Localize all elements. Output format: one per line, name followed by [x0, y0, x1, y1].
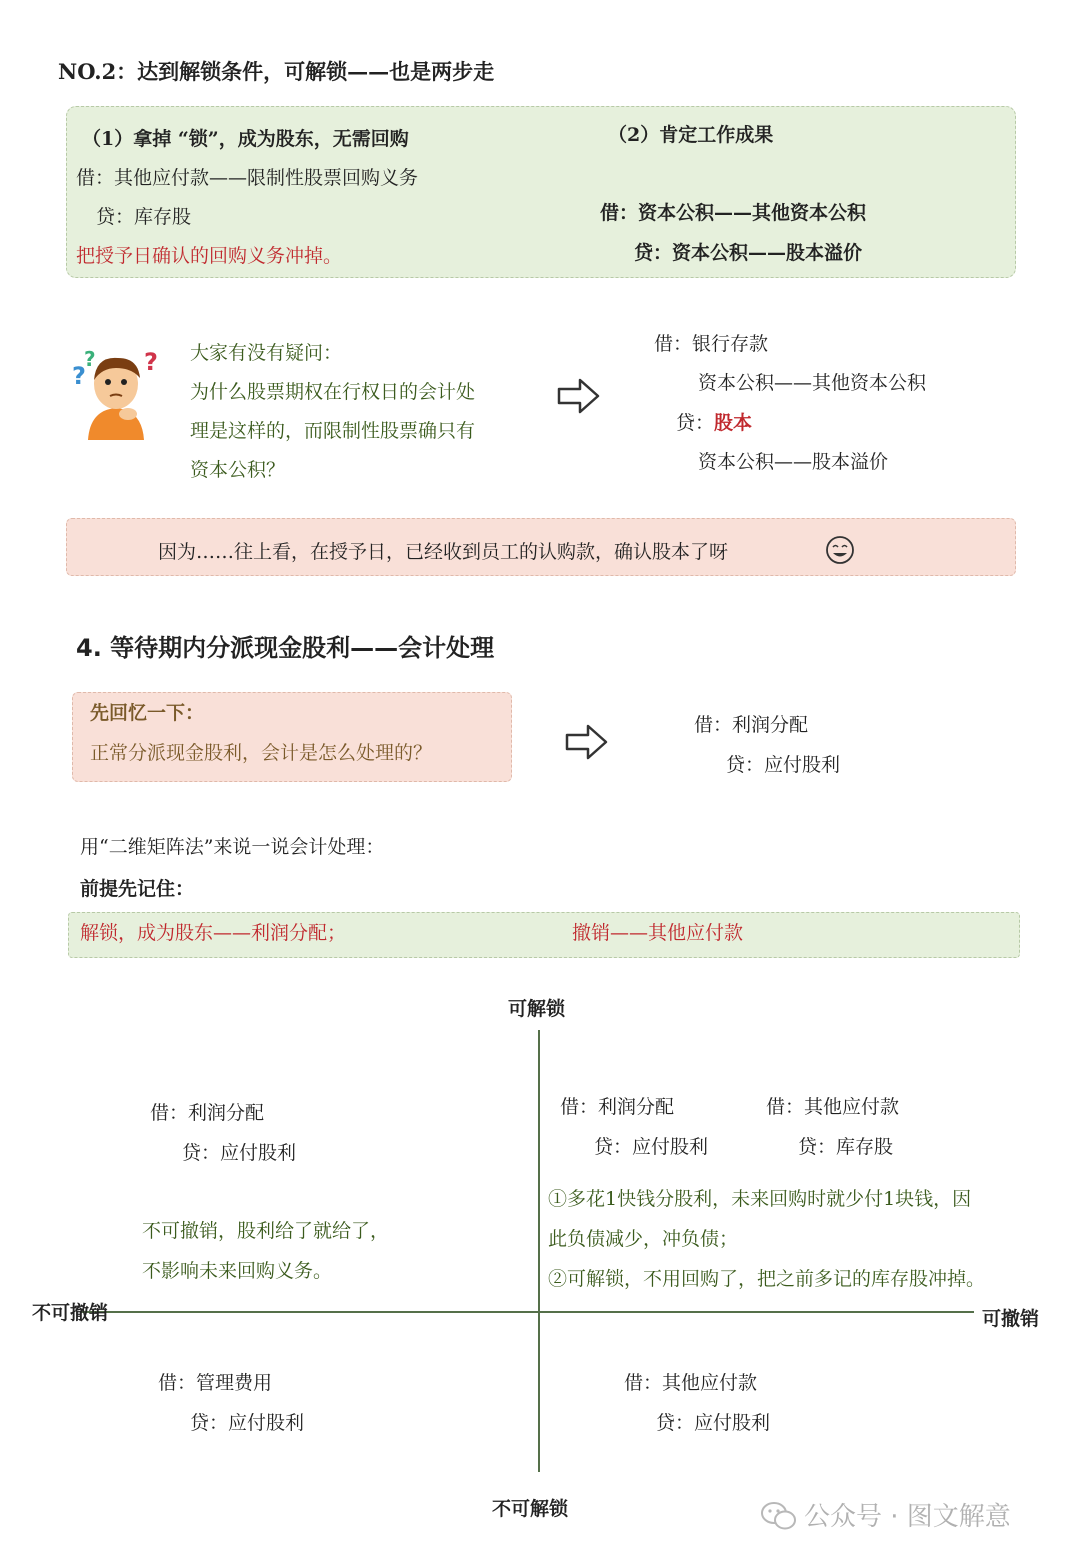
- step1-debit: 借：其他应付款——限制性股票回购义务: [76, 167, 419, 189]
- tr-note1: ①多花1快钱分股利，未来回购时就少付1块钱，因: [548, 1188, 972, 1210]
- recall-title: 先回忆一下：: [90, 702, 205, 724]
- question-line4: 资本公积？: [190, 459, 286, 481]
- step2-debit: 借：资本公积——其他资本公积: [600, 202, 867, 224]
- svg-text:?: ?: [144, 348, 158, 376]
- tr-note3: ②可解锁，不用回购了，把之前多记的库存股冲掉。: [548, 1268, 986, 1290]
- watermark-text: 公众号 · 图文解意: [804, 1502, 1011, 1532]
- wechat-icon: [760, 1500, 798, 1532]
- axis-top-label: 可解锁: [508, 998, 566, 1020]
- exercise-entry-credit2: 资本公积——股本溢价: [698, 451, 889, 473]
- exercise-entry-credit: [676, 410, 752, 437]
- method-line: 用“二维矩阵法”来说一说会计处理：: [80, 836, 385, 858]
- axis-left-label: 不可撤销: [32, 1302, 109, 1324]
- premise-right: 撤销——其他应付款: [572, 922, 744, 944]
- step1-title: （1）拿掉 “锁”，成为股东，无需回购: [82, 128, 409, 150]
- smile-icon: [824, 534, 856, 566]
- bl-debit: 借：管理费用: [158, 1372, 273, 1394]
- tl-debit: 借：利润分配: [150, 1102, 265, 1124]
- section-no2-title: NO.2：达到解锁条件，可解锁——也是两步走: [58, 59, 495, 84]
- exercise-entry-debit2: 资本公积——其他资本公积: [698, 372, 927, 394]
- question-line2: 为什么股票期权在行权日的会计处: [190, 381, 476, 403]
- svg-text:?: ?: [72, 362, 86, 390]
- recall-credit: 贷：应付股利: [726, 754, 841, 776]
- tr-credit2: 贷：库存股: [798, 1136, 894, 1158]
- br-debit: 借：其他应付款: [624, 1372, 758, 1394]
- tr-debit2: 借：其他应付款: [766, 1096, 900, 1118]
- question-line1: 大家有没有疑问：: [190, 342, 343, 364]
- tr-credit1: 贷：应付股利: [594, 1136, 709, 1158]
- answer-text: 因为……往上看，在授予日，已经收到员工的认购款，确认股本了呀: [158, 541, 729, 563]
- section4-title: 4. 等待期内分派现金股利——会计处理: [76, 634, 495, 662]
- matrix-vertical-axis: [538, 1030, 540, 1472]
- tl-note2: 不影响未来回购义务。: [142, 1260, 333, 1282]
- axis-bottom-label: 不可解锁: [492, 1498, 569, 1520]
- recall-debit: 借：利润分配: [694, 714, 809, 736]
- step1-credit: 贷：库存股: [96, 206, 192, 228]
- matrix-horizontal-axis: [80, 1311, 974, 1313]
- premise-left: 解锁，成为股东——利润分配；: [80, 922, 347, 944]
- confused-person-icon: [66, 340, 166, 440]
- right-arrow-icon: [556, 376, 602, 416]
- credit-prefix: 贷：: [676, 412, 715, 434]
- step2-title: （2）肯定工作成果: [608, 124, 774, 146]
- step2-credit: 贷：资本公积——股本溢价: [634, 242, 863, 264]
- right-arrow-icon: [564, 722, 610, 762]
- tr-note2: 此负债减少，冲负债；: [548, 1228, 739, 1250]
- tl-credit: 贷：应付股利: [182, 1142, 297, 1164]
- question-line3: 理是这样的，而限制性股票确只有: [190, 420, 476, 442]
- tl-note1: 不可撤销，股利给了就给了，: [142, 1220, 390, 1242]
- bl-credit: 贷：应付股利: [190, 1412, 305, 1434]
- svg-text:?: ?: [84, 347, 96, 371]
- credit-share-capital: 股本: [714, 412, 753, 434]
- br-credit: 贷：应付股利: [656, 1412, 771, 1434]
- axis-right-label: 可撤销: [982, 1308, 1040, 1330]
- exercise-entry-debit: 借：银行存款: [654, 333, 769, 355]
- premise-label: 前提先记住：: [80, 878, 195, 900]
- recall-text: 正常分派现金股利，会计是怎么处理的？: [90, 742, 433, 764]
- step1-note: 把授予日确认的回购义务冲掉。: [76, 245, 343, 267]
- tr-debit1: 借：利润分配: [560, 1096, 675, 1118]
